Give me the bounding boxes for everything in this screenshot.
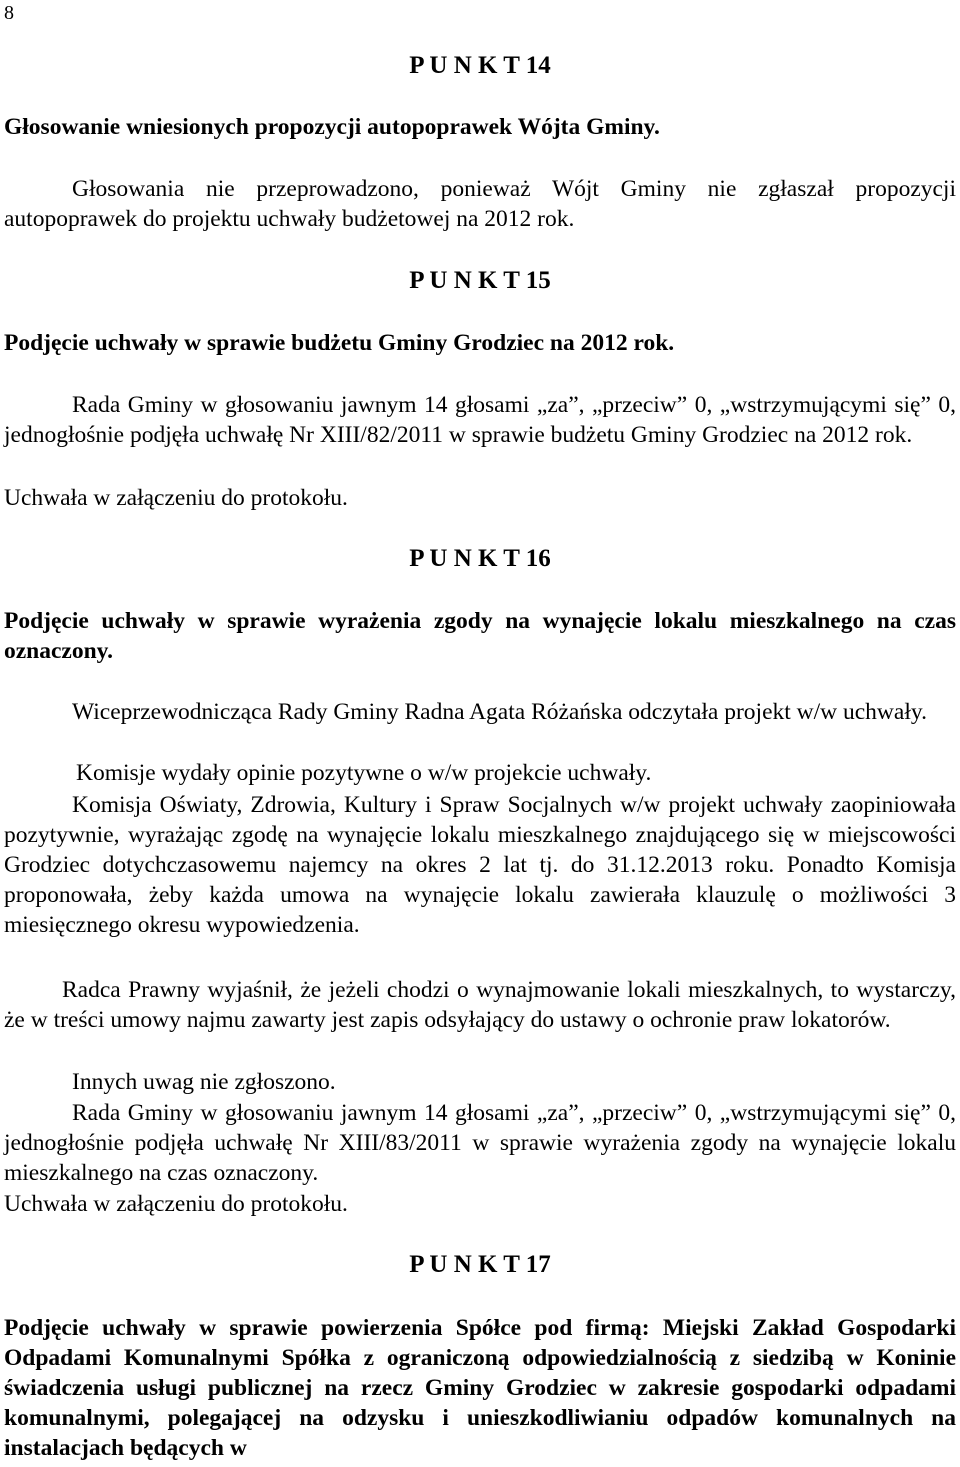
section-paragraph-16-7: Uchwała w załączeniu do protokołu.	[4, 1191, 348, 1217]
section-title-17: Podjęcie uchwały w sprawie powierzenia Spółce pod firmą: Miejski Zakład Gospodarki Odpadami Komunalnymi Spółka z ograniczoną odpowiedzialnością z siedzibą w Koninie świadczenia usługi publicznej na rzecz Gminy Grodziec w zakresie gospodarki odpadami komunalnymi, polegającej na odzysku i unieszkodliwianiu odpadów komunalnych na instalacjach będących w	[4, 1315, 956, 1461]
section-paragraph-16-5: Innych uwag nie zgłoszono.	[72, 1069, 336, 1095]
section-paragraph-16-2: Komisje wydały opinie pozytywne o w/w projekcie uchwały.	[76, 760, 652, 786]
section-paragraph-16-3: Komisja Oświaty, Zdrowia, Kultury i Spraw Socjalnych w/w projekt uchwały zaopiniowała pozytywnie, wyrażając zgodę na wynajęcie lokalu mieszkalnego znajdującego się w miejscowości Grodziec dotychczasowemu najemcy na okres 2 lat tj. do 31.12.2013 roku. Ponadto Komisja proponowała, żeby każda umowa na wynajęcie lokalu zawierała klauzulę o możliwości 3 miesięcznego okresu wypowiedzenia.	[4, 792, 956, 938]
section-paragraph-15-2: Uchwała w załączeniu do protokołu.	[4, 485, 348, 511]
page-number: 8	[4, 2, 14, 24]
section-paragraph-15-1: Rada Gminy w głosowaniu jawnym 14 głosami „za”, „przeciw” 0, „wstrzymującymi się” 0, jednogłośnie podjęła uchwałę Nr XIII/82/2011 w sprawie budżetu Gminy Grodziec na 2012 rok.	[4, 392, 956, 448]
section-title-15: Podjęcie uchwały w sprawie budżetu Gminy Grodziec na 2012 rok.	[4, 330, 675, 356]
section-title-16: Podjęcie uchwały w sprawie wyrażenia zgody na wynajęcie lokalu mieszkalnego na czas oznaczony.	[4, 608, 956, 664]
section-heading-15: P U N K T 15	[409, 267, 551, 294]
section-heading-14: P U N K T 14	[409, 52, 551, 79]
section-paragraph-16-1: Wiceprzewodnicząca Rady Gminy Radna Agata Różańska odczytała projekt w/w uchwały.	[72, 699, 927, 725]
section-paragraph-16-4: Radca Prawny wyjaśnił, że jeżeli chodzi o wynajmowanie lokali mieszkalnych, to wystarczy, że w treści umowy najmu zawarty jest zapis odsyłający do ustawy o ochronie praw lokatorów.	[4, 977, 956, 1033]
section-paragraph-14-1: Głosowania nie przeprowadzono, ponieważ Wójt Gminy nie zgłaszał propozycji autopoprawek do projektu uchwały budżetowej na 2012 rok.	[4, 176, 956, 232]
section-title-14: Głosowanie wniesionych propozycji autopoprawek Wójta Gminy.	[4, 114, 660, 140]
section-paragraph-16-6: Rada Gminy w głosowaniu jawnym 14 głosami „za”, „przeciw” 0, „wstrzymującymi się” 0, jednogłośnie podjęła uchwałę Nr XIII/83/2011 w sprawie wyrażenia zgody na wynajęcie lokalu mieszkalnego na czas oznaczony.	[4, 1100, 956, 1186]
section-heading-17: P U N K T 17	[409, 1251, 551, 1278]
section-heading-16: P U N K T 16	[409, 545, 551, 572]
